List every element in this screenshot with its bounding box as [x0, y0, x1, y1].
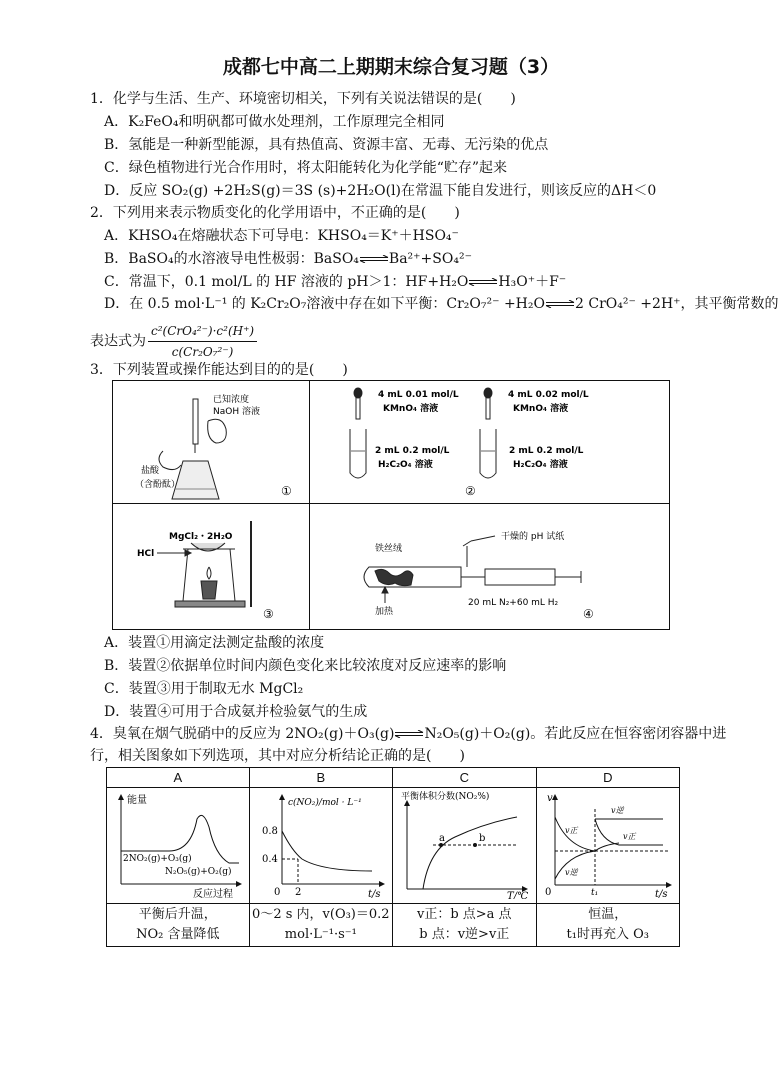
equilibrium-arrow-icon: [394, 730, 424, 738]
conclusion-b-line1: 0～2 s 内，v(O₃)＝0.2: [252, 907, 390, 922]
q4-graph-table: [106, 767, 680, 947]
conclusion-a-line2: NO₂ 含量降低: [136, 927, 220, 942]
conclusion-b-line2: mol·L⁻¹·s⁻¹: [284, 927, 357, 942]
p2-right-bot-2: H₂C₂O₄ 溶液: [513, 460, 568, 470]
panel-2-number: ②: [465, 484, 476, 498]
q4-stem: [90, 724, 726, 744]
graph-a-energy-profile: [109, 789, 247, 899]
q2-expression-label: 表达式为: [90, 333, 146, 350]
graph-b-xlabel: t/s: [367, 888, 381, 899]
graph-d-label-2: v正: [622, 831, 636, 841]
p1-label-known-conc: 已知浓度: [213, 395, 250, 405]
p4-label-heat: 加热: [375, 607, 394, 617]
q1-stem: 1．化学与生活、生产、环境密切相关，下列有关说法错误的是( ): [90, 91, 516, 107]
graph-d-xlabel: t/s: [654, 888, 668, 899]
p3-label-mgcl2: MgCl₂・2H₂O: [169, 532, 233, 542]
q2-option-c: [104, 272, 566, 292]
graph-c-xlabel: T/℃: [507, 890, 529, 899]
conclusion-d: [536, 904, 679, 947]
graph-c-cell: [393, 788, 536, 904]
graph-d-t1: t₁: [590, 887, 598, 898]
p3-label-hcl: HCl: [137, 549, 155, 559]
conclusion-c-line2: b 点：v逆>v正: [419, 927, 510, 942]
apparatus-drawings: [113, 381, 671, 631]
col-c-header: C: [393, 768, 536, 788]
graph-b-tick-04: 0.4: [261, 853, 278, 865]
q2-option-d: [104, 294, 779, 314]
graph-a-xlabel: 反应过程: [192, 888, 233, 899]
q3-option-b: B．装置②依据单位时间内颜色变化来比较浓度对反应速率的影响: [104, 658, 507, 674]
q2-expression: [90, 321, 257, 362]
graph-b-origin: 0: [273, 886, 281, 898]
p2-right-top-1: 4 mL 0.02 mol/L: [508, 390, 589, 400]
equilibrium-arrow-icon: [468, 278, 498, 286]
fraction-denominator: c(Cr₂O₇²⁻): [171, 345, 234, 359]
panel-1-number: ①: [281, 484, 292, 498]
graph-a-cell: [107, 788, 250, 904]
equilibrium-arrow-icon: [359, 255, 389, 263]
p2-left-bot-1: 2 mL 0.2 mol/L: [375, 446, 450, 456]
conclusion-a: [107, 904, 250, 947]
q2-d-left: D．在 0.5 mol·L⁻¹ 的 K₂Cr₂O₇溶液中存在如下平衡：Cr₂O₇²⁻ +H₂O: [104, 296, 545, 312]
graph-b-concentration: [252, 789, 390, 899]
q3-option-a: A．装置①用滴定法测定盐酸的浓度: [104, 635, 325, 651]
graph-a-reactants: 2NO₂(g)+O₃(g): [122, 853, 192, 864]
p1-label-naoh: NaOH 溶液: [213, 407, 260, 417]
q2-d-right: 2 CrO₄²⁻ +2H⁺，其平衡常数的: [575, 296, 779, 312]
panel-3-number: ③: [263, 607, 274, 621]
p1-label-phenolphthalein: （含酚酞）: [135, 480, 181, 490]
p2-left-top-2: KMnO₄ 溶液: [383, 404, 439, 414]
graph-a-products: N₂O₅(g)+O₂(g): [164, 866, 232, 877]
graph-d-rate-time: [539, 789, 677, 899]
q4-stem-right: N₂O₅(g)＋O₂(g)。若此反应在恒容密闭容器中进: [424, 726, 727, 742]
col-d-header: D: [536, 768, 679, 788]
q2-c-left: C．常温下，0.1 mol/L 的 HF 溶液的 pH＞1：HF+H₂O: [104, 274, 469, 290]
graph-b-tick-2: 2: [294, 886, 302, 898]
conclusion-c-line1: v正：b 点>a 点: [416, 907, 512, 922]
conclusion-c: [393, 904, 536, 947]
graph-c-point-b: b: [479, 832, 486, 844]
equilibrium-arrow-icon: [545, 300, 575, 308]
p4-label-iron-wool: 铁丝绒: [375, 544, 403, 554]
q3-option-c: C．装置③用于制取无水 MgCl₂: [104, 681, 304, 697]
graph-c-point-a: a: [439, 832, 446, 844]
q2-b-left: B．BaSO₄的水溶液导电性极弱：BaSO₄: [104, 251, 359, 267]
q2-option-b: [104, 249, 472, 269]
q2-c-right: H₃O⁺＋F⁻: [498, 274, 567, 290]
p2-right-bot-1: 2 mL 0.2 mol/L: [509, 446, 584, 456]
graph-c-volume-fraction: [395, 789, 533, 899]
graph-a-ylabel: 能量: [126, 794, 147, 806]
graph-b-ylabel: c(NO₂)/mol · L⁻¹: [287, 797, 362, 808]
graph-d-label-1: v逆: [610, 805, 624, 815]
p2-left-top-1: 4 mL 0.01 mol/L: [378, 390, 459, 400]
equilibrium-constant-fraction: [148, 321, 257, 362]
conclusion-a-line1: 平衡后升温，: [138, 907, 217, 922]
q2-option-a: A．KHSO₄在熔融状态下可导电：KHSO₄＝K⁺＋HSO₄⁻: [104, 228, 459, 244]
q2-b-right: Ba²⁺+SO₄²⁻: [388, 251, 472, 267]
q1-option-c: C．绿色植物进行光合作用时，将太阳能转化为化学能“贮存”起来: [104, 160, 508, 176]
graph-d-origin: 0: [544, 886, 552, 898]
page-title: 成都七中高二上期期末综合复习题（3）: [222, 56, 560, 78]
q2-stem: 2．下列用来表示物质变化的化学用语中，不正确的是( ): [90, 205, 460, 221]
q1-option-d: D．反应 SO₂(g) +2H₂S(g)＝3S (s)+2H₂O(l)在常温下能自发进行，则该反应的ΔH＜0: [104, 183, 657, 199]
col-b-header: B: [249, 768, 392, 788]
p2-right-top-2: KMnO₄ 溶液: [513, 404, 569, 414]
q4-stem-line2: 行，相关图象如下列选项，其中对应分析结论正确的是( ): [90, 748, 465, 764]
fraction-numerator: c²(CrO₄²⁻)·c²(H⁺): [148, 321, 257, 342]
conclusion-d-line1: 恒温，: [588, 907, 628, 922]
p1-label-hcl: 盐酸: [141, 466, 160, 476]
graph-d-cell: [536, 788, 679, 904]
apparatus-figure: [112, 380, 670, 630]
panel-4-number: ④: [583, 607, 594, 621]
q1-option-b: B．氢能是一种新型能源，具有热值高、资源丰富、无毒、无污染的优点: [104, 137, 549, 153]
p2-left-bot-2: H₂C₂O₄ 溶液: [378, 460, 433, 470]
graph-d-label-3: v正: [564, 825, 578, 835]
p4-label-gas: 20 mL N₂+60 mL H₂: [468, 598, 559, 608]
graph-c-ylabel: 平衡体积分数(NO₂%): [401, 791, 490, 802]
graph-d-label-4: v逆: [564, 867, 578, 877]
graph-d-ylabel: v: [546, 792, 553, 804]
conclusion-b: [249, 904, 392, 947]
q3-stem: 3．下列装置或操作能达到目的的是( ): [90, 362, 348, 378]
p4-label-ph-paper: 干燥的 pH 试纸: [501, 532, 565, 542]
graph-b-tick-08: 0.8: [261, 825, 278, 837]
q4-stem-left: 4．臭氧在烟气脱硝中的反应为 2NO₂(g)＋O₃(g): [90, 726, 395, 742]
q1-option-a: A．K₂FeO₄和明矾都可做水处理剂，工作原理完全相同: [104, 114, 445, 130]
col-a-header: A: [107, 768, 250, 788]
graph-b-cell: [249, 788, 392, 904]
conclusion-d-line2: t₁时再充入 O₃: [566, 927, 649, 942]
q3-option-d: D．装置④可用于合成氨并检验氨气的生成: [104, 704, 368, 720]
